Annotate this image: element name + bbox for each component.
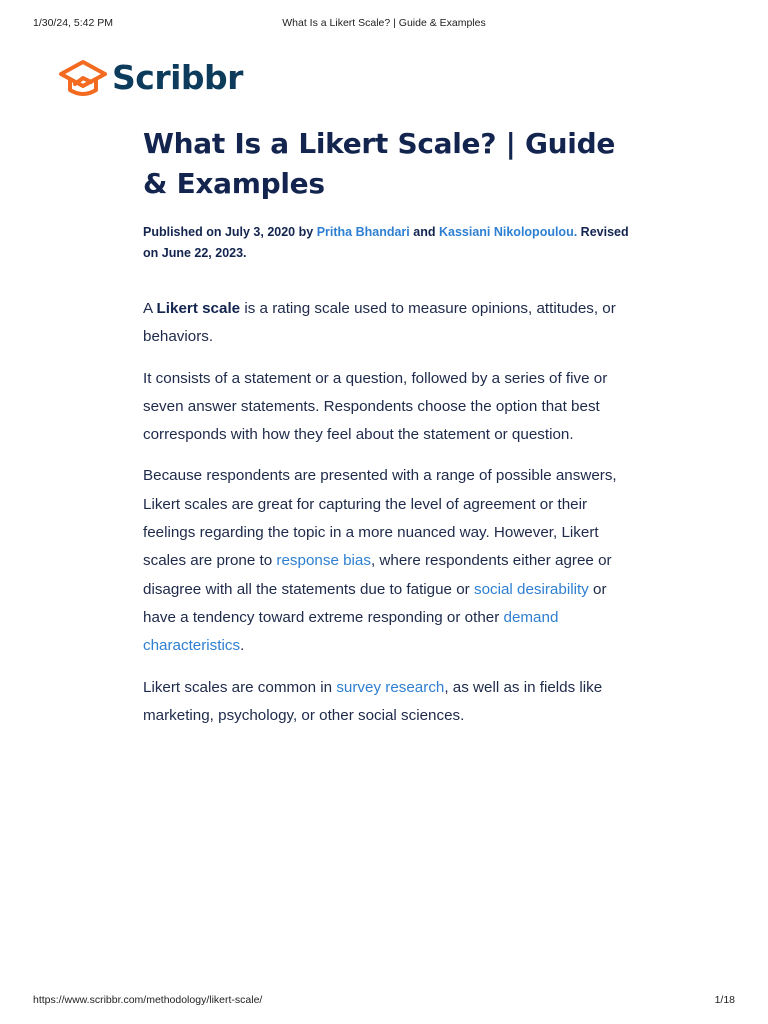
article-body <box>143 295 633 730</box>
link-demand-characteristics[interactable]: demand characteristics <box>143 608 559 655</box>
author-link-kassiani[interactable]: Kassiani Nikolopoulou. <box>438 225 578 239</box>
link-survey-research[interactable]: survey research <box>336 678 445 696</box>
print-url: https://www.scribbr.com/methodology/likert-scale/ <box>33 994 263 1006</box>
brand-name: Scribbr <box>112 58 243 97</box>
revised-date: Revised on June 22, 2023. <box>143 225 629 260</box>
p1-rest: is a rating scale used to measure opinions, attitudes, or behaviors. <box>143 300 616 346</box>
p3-text-4: . <box>240 637 245 655</box>
print-footer <box>33 994 735 1008</box>
page-number: 1/18 <box>714 994 735 1006</box>
paragraph-structure: It consists of a statement or a question, followed by a series of five or seven answer statements. Respondents choose the option that best corresponds with how they feel about the statement or question. <box>143 369 608 444</box>
p3-text-3: or have a tendency toward extreme responding or other <box>143 580 607 626</box>
key-term: Likert scale <box>156 300 241 317</box>
p1-article: A <box>143 300 153 317</box>
p4-text-1: Likert scales are common in <box>143 678 333 696</box>
article <box>143 124 633 743</box>
print-header <box>33 17 735 31</box>
page-title: What Is a Likert Scale? | Guide & Examples <box>143 127 616 200</box>
p3-text-1: Because respondents are presented with a range of possible answers, Likert scales are great for capturing the level of agreement or their feelings regarding the topic in a more nuanced way. However, Likert scales are prone to <box>143 467 617 570</box>
scribbr-logo[interactable] <box>58 56 243 100</box>
byline <box>143 222 633 264</box>
print-datetime: 1/30/24, 5:42 PM <box>33 17 113 29</box>
link-social-desirability[interactable]: social desirability <box>473 580 589 598</box>
paragraph-bias <box>143 462 633 660</box>
graduation-cap-icon <box>58 56 108 100</box>
paragraph-uses <box>143 674 633 731</box>
author-link-pritha[interactable]: Pritha Bhandari <box>316 225 410 239</box>
byline-conjunction: and <box>413 225 436 239</box>
published-date: Published on July 3, 2020 by <box>143 225 314 239</box>
print-doc-title: What Is a Likert Scale? | Guide & Examples <box>282 17 486 29</box>
p4-text-2: , as well as in fields like marketing, psychology, or other social sciences. <box>143 678 603 724</box>
link-response-bias[interactable]: response bias <box>276 552 371 570</box>
paragraph-definition <box>143 295 633 352</box>
p3-text-2: , where respondents either agree or disagree with all the statements due to fatigue or <box>143 552 612 598</box>
